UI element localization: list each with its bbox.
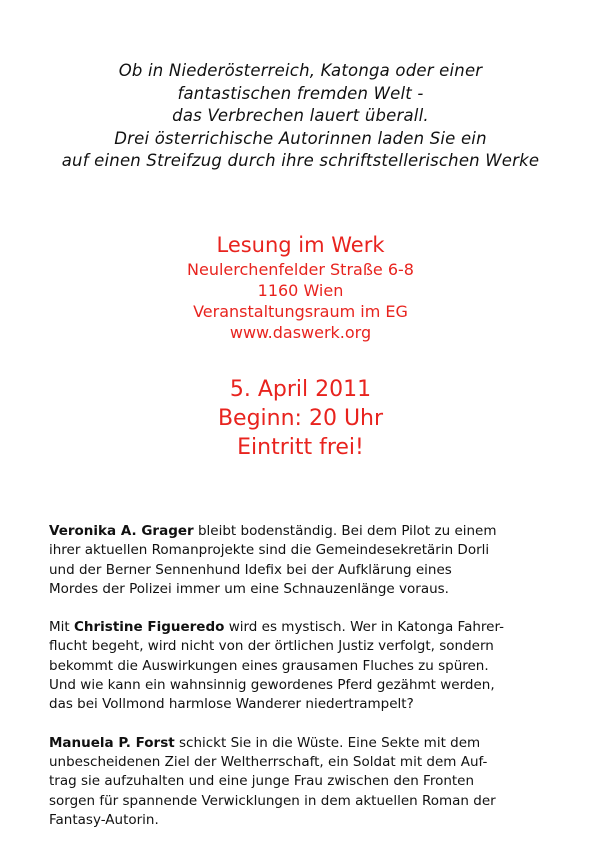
paragraph-text: wird es mystisch. Wer in Katonga Fahrer- xyxy=(224,619,505,636)
intro-line: das Verbrechen lauert überall. xyxy=(172,106,429,125)
venue-street: Neulerchenfelder Straße 6-8 xyxy=(187,260,414,279)
author-name: Veronika A. Grager xyxy=(49,523,194,539)
paragraph-line: Und wie kann ein wahnsinnig gewordenes Pferd gezähmt werden, xyxy=(49,677,495,694)
author-paragraph xyxy=(49,734,569,830)
paragraph-line: flucht begeht, wird nicht von der örtlichen Justiz verfolgt, sondern xyxy=(49,638,494,655)
paragraph-line xyxy=(49,734,569,753)
venue-block xyxy=(0,232,601,343)
venue-room: Veranstaltungsraum im EG xyxy=(193,302,408,321)
paragraph-line: bekommt die Auswirkungen eines grausamen Fluches zu spüren. xyxy=(49,657,489,674)
paragraph-line: das bei Vollmond harmlose Wanderer niedertrampelt? xyxy=(49,696,414,713)
event-start: Beginn: 20 Uhr xyxy=(217,406,384,431)
paragraph-line: und der Berner Sennenhund Idefix bei der Aufklärung eines xyxy=(49,561,452,578)
paragraph-line xyxy=(49,618,569,637)
paragraph-text: schickt Sie in die Wüste. Eine Sekte mit dem xyxy=(174,734,481,751)
paragraph-text: Mit xyxy=(49,619,74,636)
event-admission: Eintritt frei! xyxy=(237,435,364,460)
author-paragraph xyxy=(49,618,569,714)
author-paragraph xyxy=(49,522,569,599)
paragraph-line: Fantasy-Autorin. xyxy=(49,811,159,828)
author-name: Christine Figueredo xyxy=(73,619,225,636)
intro-text xyxy=(0,60,601,173)
intro-line: auf einen Streifzug durch ihre schriftstellerischen Werke xyxy=(61,151,540,170)
event-date: 5. April 2011 xyxy=(229,377,372,402)
author-name: Manuela P. Forst xyxy=(49,734,175,751)
author-descriptions xyxy=(49,522,569,849)
intro-line: fantastischen fremden Welt - xyxy=(177,83,424,103)
venue-title: Lesung im Werk xyxy=(216,233,385,257)
venue-website: www.daswerk.org xyxy=(229,323,372,342)
paragraph-line xyxy=(49,522,569,541)
event-block xyxy=(0,375,601,462)
paragraph-line: ihrer aktuellen Romanprojekte sind die Gemeindesekretärin Dorli xyxy=(49,542,490,559)
paragraph-text: bleibt bodenständig. Bei dem Pilot zu einem xyxy=(193,523,497,539)
paragraph-line: Mordes der Polizei immer um eine Schnauzenlänge voraus. xyxy=(49,580,449,597)
paragraph-line: unbescheidenen Ziel der Weltherrschaft, ein Soldat mit dem Auf- xyxy=(49,753,488,770)
paragraph-line: sorgen für spannende Verwicklungen in dem aktuellen Roman der xyxy=(49,792,496,809)
paragraph-line: trag sie aufzuhalten und eine junge Frau zwischen den Fronten xyxy=(49,773,475,790)
intro-line: Drei österrichische Autorinnen laden Sie ein xyxy=(114,128,487,148)
venue-city: 1160 Wien xyxy=(257,281,344,300)
intro-line: Ob in Niederösterreich, Katonga oder einer xyxy=(118,61,483,80)
